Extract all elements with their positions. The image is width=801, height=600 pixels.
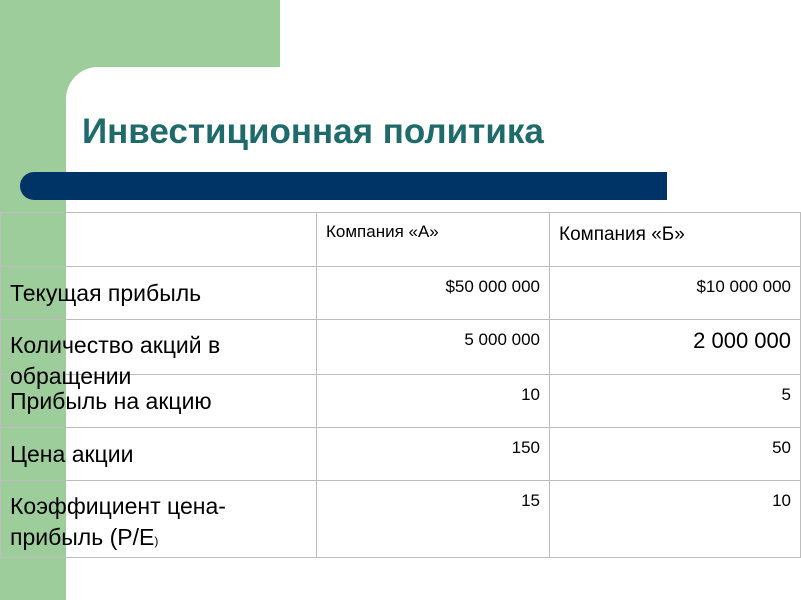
cell-a-current-profit: $50 000 000	[317, 267, 550, 320]
cell-b-current-profit: $10 000 000	[550, 267, 801, 320]
cell-a-shares-outstanding: 5 000 000	[317, 320, 550, 375]
cell-a-share-price: 150	[317, 428, 550, 481]
cell-b-pe-ratio: 10	[550, 481, 801, 558]
header-company-a: Компания «А»	[317, 213, 550, 267]
row-label-share-price: Цена акции	[1, 428, 317, 481]
slide-title: Инвестиционная политика	[82, 112, 544, 151]
row-label-eps: Прибыль на акцию	[1, 375, 317, 428]
title-accent-bar	[20, 172, 667, 200]
row-label-pe-ratio	[1, 481, 317, 558]
cell-b-share-price: 50	[550, 428, 801, 481]
cell-a-eps: 10	[317, 375, 550, 428]
table-row	[1, 267, 801, 320]
header-company-b: Компания «Б»	[550, 213, 801, 267]
row-label-pe-main: Коэффициент цена-прибыль (P/E	[10, 493, 226, 550]
row-label-current-profit: Текущая прибыль	[1, 267, 317, 320]
cell-a-pe-ratio: 15	[317, 481, 550, 558]
row-label-pe-tail: )	[154, 534, 159, 548]
cell-b-shares-outstanding: 2 000 000	[550, 320, 801, 375]
row-label-shares-outstanding	[1, 320, 317, 389]
table-row	[1, 428, 801, 481]
row-label-shares-outstanding-text: Количество акций в обращении	[10, 332, 221, 389]
table-header-row	[1, 213, 801, 267]
cell-b-eps: 5	[550, 375, 801, 428]
comparison-table	[0, 212, 801, 558]
table-row	[1, 481, 801, 558]
table-row	[1, 320, 801, 375]
header-empty-cell	[1, 213, 317, 267]
